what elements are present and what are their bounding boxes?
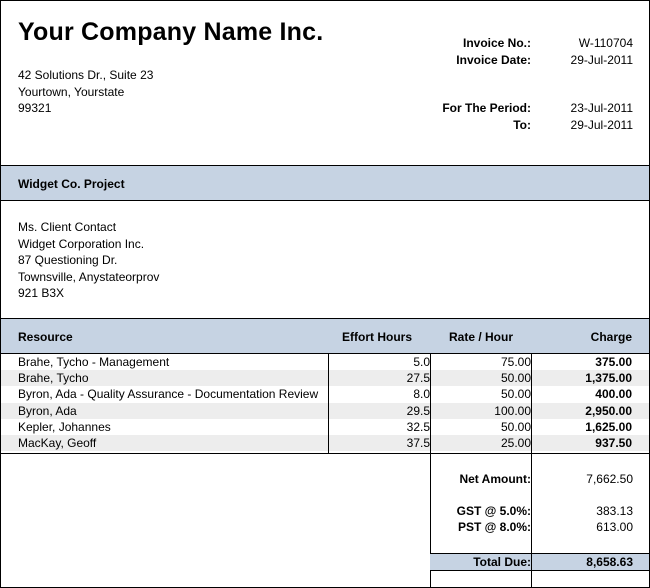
invoice-meta bbox=[401, 35, 633, 133]
invoice-number-row bbox=[401, 35, 633, 52]
gst-label: GST @ 5.0%: bbox=[456, 504, 531, 518]
cell-charge: 400.00 bbox=[595, 387, 632, 402]
gst-row bbox=[431, 503, 633, 520]
table-bottom-rule bbox=[1, 453, 649, 454]
invoice-date-label: Invoice Date: bbox=[456, 52, 531, 67]
period-to-label: To: bbox=[513, 117, 531, 132]
project-band bbox=[1, 165, 649, 201]
company-address bbox=[18, 67, 153, 117]
invoice-date: 29-Jul-2011 bbox=[570, 52, 633, 67]
total-due-label: Total Due: bbox=[473, 555, 531, 569]
cell-effort: 8.0 bbox=[413, 387, 430, 402]
company-address-line: 99321 bbox=[18, 101, 52, 115]
header-charge: Charge bbox=[590, 330, 632, 344]
cell-rate: 50.00 bbox=[500, 419, 531, 434]
invoice-date-row bbox=[401, 52, 633, 69]
period-from-row bbox=[401, 100, 633, 117]
table-row bbox=[1, 435, 649, 451]
cell-rate: 50.00 bbox=[500, 371, 531, 386]
cell-effort: 5.0 bbox=[413, 355, 430, 369]
period-label: For The Period: bbox=[442, 101, 531, 115]
company-address-line: Yourtown, Yourstate bbox=[18, 84, 125, 99]
period-from: 23-Jul-2011 bbox=[570, 101, 633, 115]
cell-rate: 100.00 bbox=[494, 403, 531, 418]
table-row bbox=[1, 370, 649, 386]
header-effort: Effort Hours bbox=[342, 330, 412, 344]
total-due: 8,658.63 bbox=[586, 555, 633, 569]
table-row bbox=[1, 419, 649, 435]
header-rate: Rate / Hour bbox=[448, 330, 513, 344]
invoice-number: W-110704 bbox=[578, 36, 633, 50]
client-line: 87 Questioning Dr. bbox=[18, 253, 118, 267]
cell-resource: Byron, Ada - Quality Assurance - Documentation Review bbox=[18, 387, 319, 402]
client-line: Widget Corporation Inc. bbox=[18, 236, 145, 251]
cell-charge: 375.00 bbox=[595, 355, 632, 369]
pst-label: PST @ 8.0%: bbox=[457, 520, 531, 534]
cell-effort: 27.5 bbox=[406, 371, 430, 386]
period-to-row bbox=[401, 117, 633, 134]
net-amount-label: Net Amount: bbox=[459, 472, 531, 486]
cell-rate: 50.00 bbox=[500, 387, 531, 402]
client-line: Townsville, Anystateorprov bbox=[18, 269, 160, 284]
net-amount: 7,662.50 bbox=[586, 472, 633, 486]
cell-charge: 2,950.00 bbox=[585, 403, 632, 418]
project-name: Widget Co. Project bbox=[18, 177, 125, 191]
table-header bbox=[1, 318, 649, 354]
client-line: Ms. Client Contact bbox=[18, 220, 117, 234]
cell-rate: 75.00 bbox=[500, 355, 531, 369]
header-resource: Resource bbox=[18, 330, 73, 344]
cell-resource: Byron, Ada bbox=[18, 403, 77, 418]
cell-resource: Kepler, Johannes bbox=[18, 419, 111, 434]
cell-charge: 937.50 bbox=[595, 435, 632, 450]
client-line: 921 B3X bbox=[18, 286, 65, 300]
table-row bbox=[1, 386, 649, 402]
cell-rate: 25.00 bbox=[500, 435, 531, 450]
cell-charge: 1,375.00 bbox=[585, 371, 632, 386]
table-row bbox=[1, 403, 649, 419]
cell-resource: MacKay, Geoff bbox=[18, 435, 97, 450]
total-due-row bbox=[431, 554, 633, 571]
net-amount-row bbox=[431, 471, 633, 488]
period-to: 29-Jul-2011 bbox=[570, 117, 633, 132]
table-row bbox=[1, 354, 649, 370]
pst-amount: 613.00 bbox=[596, 520, 633, 534]
cell-effort: 32.5 bbox=[406, 419, 430, 434]
table-body bbox=[1, 354, 649, 451]
cell-resource: Brahe, Tycho bbox=[18, 371, 89, 386]
invoice-number-label: Invoice No.: bbox=[462, 36, 531, 50]
client-address bbox=[18, 219, 159, 302]
company-name: Your Company Name Inc. bbox=[18, 18, 324, 46]
cell-resource: Brahe, Tycho - Management bbox=[18, 355, 170, 369]
cell-effort: 37.5 bbox=[406, 435, 430, 450]
pst-row bbox=[431, 519, 633, 536]
gst-amount: 383.13 bbox=[596, 504, 633, 518]
column-divider bbox=[328, 354, 329, 453]
cell-charge: 1,625.00 bbox=[585, 419, 632, 434]
cell-effort: 29.5 bbox=[406, 403, 430, 418]
company-address-line: 42 Solutions Dr., Suite 23 bbox=[18, 68, 154, 82]
